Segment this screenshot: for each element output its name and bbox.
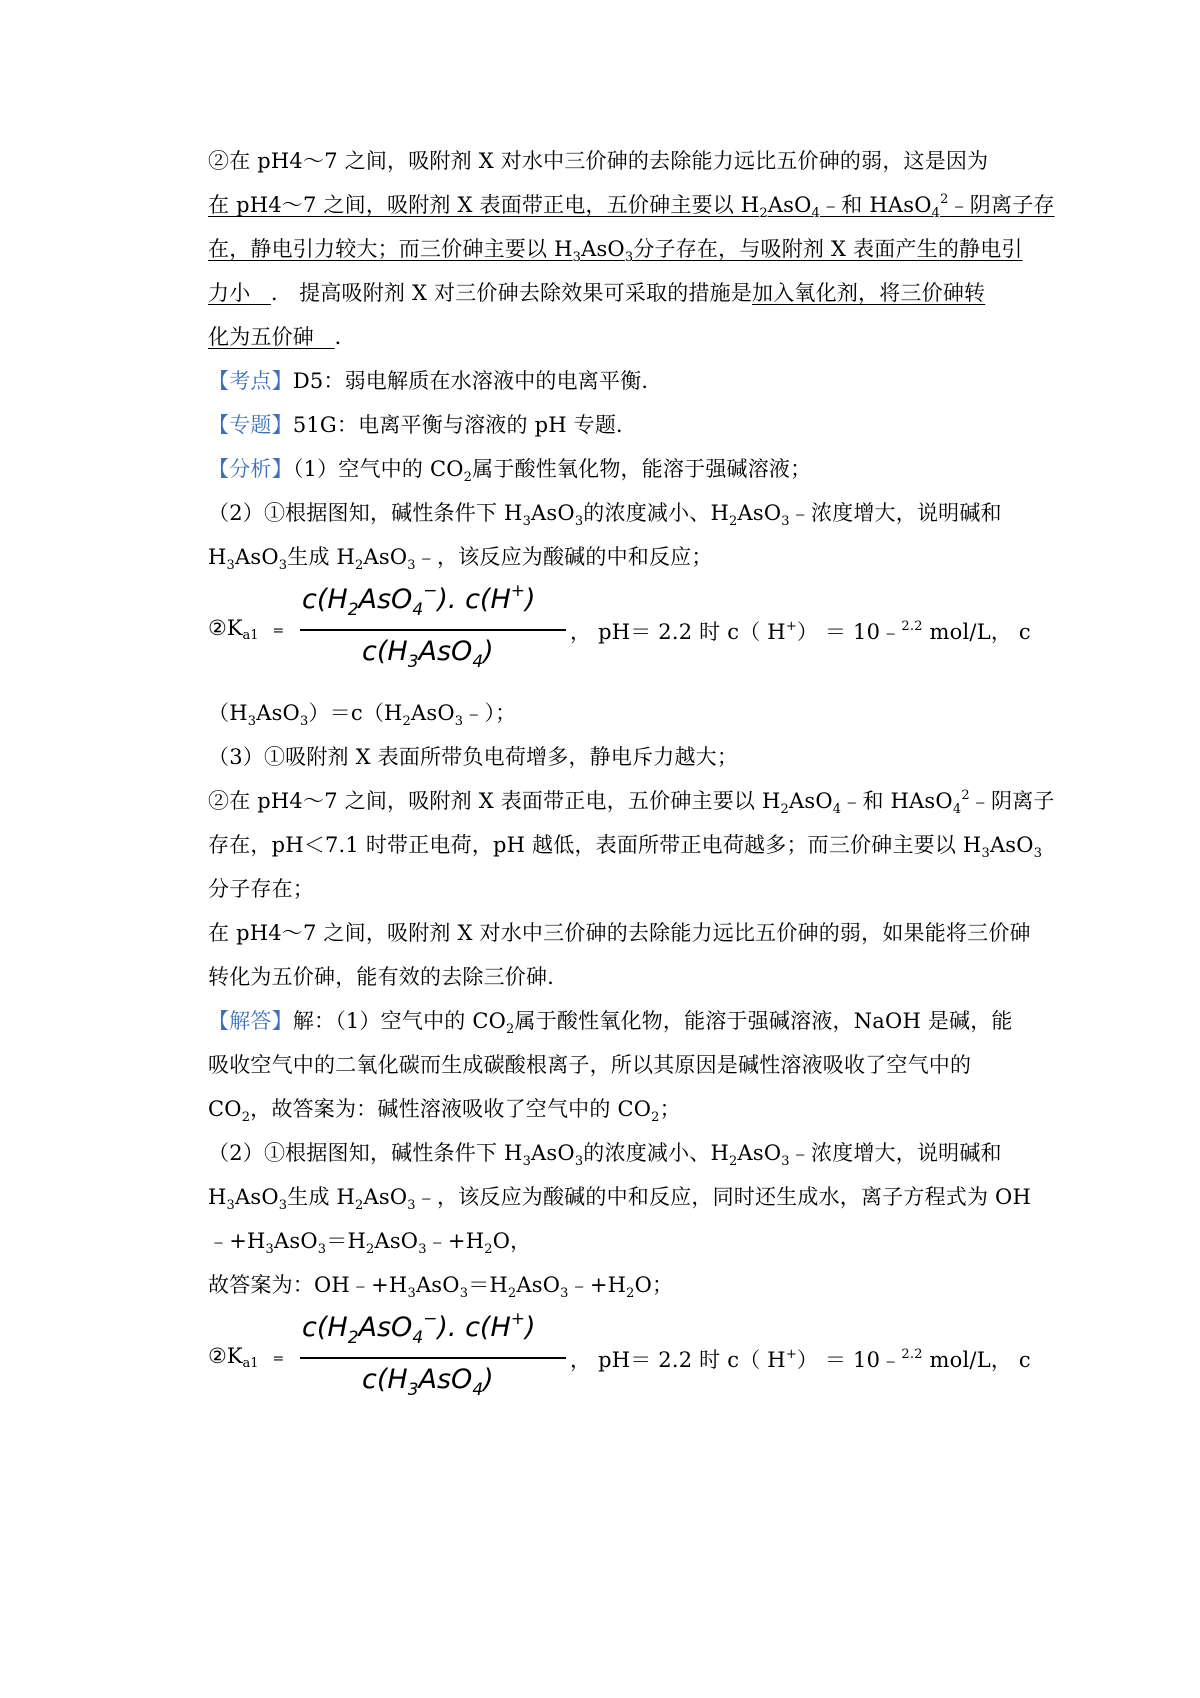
text-line: 分子存在；: [208, 877, 314, 901]
text-line: $(H_3AsO_3)=c(H_2AsO_3﹣)$；: [208, 701, 517, 729]
zhuanti-tag: 【专题】: [208, 413, 293, 437]
fraction-denominator: $c(H_3AsO_4)$: [362, 636, 494, 672]
answer-line: 力小 ． 提高吸附剂 X 对三价砷去除效果可采取的措施是加入氧化剂，将三价砷转: [208, 281, 986, 305]
fraction-numerator: $c(H_2AsO_4^-)$. c(H+): [302, 581, 536, 620]
text-line: $H_3AsO_3$生成 $H_2AsO_3﹣$，该反应为酸碱的中和反应，同时还生成水，离子方程式为 OH: [208, 1185, 1031, 1213]
fraction-numerator: $c(H_2AsO_4^-)$. c(H+): [302, 1309, 536, 1348]
answer-line: 在 pH4～7 之间，吸附剂 X 表面带正电，五价砷主要以 $H_2AsO_4﹣$和 HAsO$_4^2$﹣阴离子存: [208, 192, 1055, 221]
text-line: $H_3AsO_3$生成 $H_2AsO_3﹣$，该反应为酸碱的中和反应；: [208, 545, 713, 573]
answer-line: 在，静电引力较大；而三价砷主要以 $H_3AsO_3$分子存在，与吸附剂 X 表面产生的静电引: [208, 237, 1023, 265]
fraction: [296, 1304, 566, 1414]
zhuanti-line: 【专题】51G：电离平衡与溶液的 pH 专题．: [208, 413, 638, 437]
text-line: （2）①根据图知，碱性条件下 $H_3AsO_3$的浓度减小、$H_2AsO_3﹣$浓度增大，说明碱和: [208, 1141, 1002, 1169]
text-line: $﹣+H_3AsO_3=H_2AsO_3﹣+H_2O$，: [208, 1229, 532, 1257]
fraction-denominator: $c(H_3AsO_4)$: [362, 1364, 494, 1400]
formula-lead: ②Ka1 =: [208, 1344, 285, 1371]
text-line: ②在 pH4～7 之间，吸附剂 X 表面带正电，五价砷主要以 $H_2AsO_4﹣$和 HAsO$_4^2$﹣阴离子: [208, 788, 1055, 817]
text-line: 故答案为：$OH﹣+H_3AsO_3=H_2AsO_3﹣+H_2O$；: [208, 1273, 674, 1301]
text-line: 在 pH4～7 之间，吸附剂 X 对水中三价砷的去除能力远比五价砷的弱，如果能将三价砷: [208, 921, 1031, 945]
ka1-formula: [208, 1304, 1031, 1414]
fraction-bar: [300, 629, 566, 631]
fenxi-line: 【分析】（1）空气中的 $CO_2$属于酸性氧化物，能溶于强碱溶液；: [208, 457, 812, 485]
text-line: $CO_2$，故答案为：碱性溶液吸收了空气中的 $CO_2$；: [208, 1097, 681, 1125]
fenxi-tag: 【分析】: [208, 457, 293, 481]
kaodian-line: 【考点】D5：弱电解质在水溶液中的电离平衡．: [208, 369, 663, 393]
answer-line: 化为五价砷 ．: [208, 325, 356, 349]
jieda-tag: 【解答】: [208, 1009, 293, 1033]
kaodian-tag: 【考点】: [208, 369, 293, 393]
text-line: 转化为五价砷，能有效的去除三价砷．: [208, 965, 569, 989]
fraction-bar: [300, 1357, 566, 1359]
text-line: （3）①吸附剂 X 表面所带负电荷增多，静电斥力越大；: [208, 745, 739, 769]
text-line: ②在 pH4～7 之间，吸附剂 X 对水中三价砷的去除能力远比五价砷的弱，这是因为: [208, 149, 989, 173]
text-line: 存在，pH＜7.1 时带正电荷，pH 越低，表面所带正电荷越多；而三价砷主要以 $H_3AsO_3$: [208, 833, 1043, 861]
text-line: （2）①根据图知，碱性条件下 $H_3AsO_3$的浓度减小、$H_2AsO_3﹣$浓度增大，说明碱和: [208, 501, 1002, 529]
formula-lead: ②Ka1 =: [208, 616, 285, 643]
ka1-formula: [208, 576, 1031, 686]
formula-tail: ， pH＝ 2.2 时 c（ H+） ＝ 10﹣$^{2.2}$ mol/L， c: [570, 619, 1031, 644]
fraction: [296, 576, 566, 686]
jieda-line: 【解答】解：（1）空气中的 $CO_2$属于酸性氧化物，能溶于强碱溶液，NaOH 是碱，能: [208, 1009, 1013, 1037]
text-line: 吸收空气中的二氧化碳而生成碳酸根离子，所以其原因是碱性溶液吸收了空气中的: [208, 1053, 972, 1077]
formula-tail: ， pH＝ 2.2 时 c（ H+） ＝ 10﹣$^{2.2}$ mol/L， c: [570, 1347, 1031, 1372]
